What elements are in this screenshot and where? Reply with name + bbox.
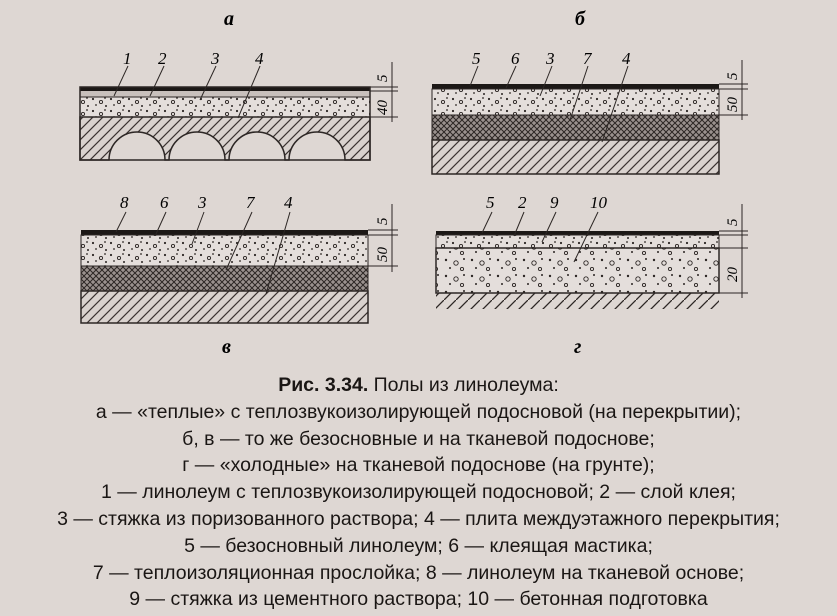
caption-line-bv: б, в — то же безосновные и на тканевой подоснове; — [182, 427, 655, 450]
callout-b-6: 6 — [511, 49, 520, 68]
dim-g-screed: 20 — [725, 267, 741, 282]
callout-b-4: 4 — [622, 49, 631, 68]
layer-insulation-v — [81, 266, 368, 291]
callout-a-3: 3 — [211, 49, 220, 68]
callout-g-5: 5 — [486, 193, 495, 212]
dim-b-screed: 50 — [725, 97, 741, 112]
panel-label-g: г — [574, 336, 582, 358]
callout-v-8: 8 — [120, 193, 129, 212]
panel-label-a: а — [224, 8, 234, 30]
panel-v — [81, 193, 398, 358]
panel-b — [432, 8, 748, 174]
caption-fig-number: Рис. 3.34. — [278, 374, 369, 396]
layer-linoleum-b — [432, 84, 719, 89]
ground-g — [436, 293, 719, 309]
caption-title-text: Полы из линолеума: — [368, 374, 559, 396]
caption-legend-5-6: 5 — безосновный линолеум; 6 — клеящая мастика; — [184, 534, 653, 557]
dim-b-top: 5 — [725, 72, 741, 80]
figure-caption — [0, 372, 837, 613]
dim-g-top: 5 — [725, 218, 741, 226]
dim-v-screed: 50 — [375, 247, 391, 262]
layer-insulation-b — [432, 115, 719, 140]
layer-screed-a — [80, 97, 370, 117]
callout-g-2: 2 — [518, 193, 527, 212]
layer-linoleum-g — [436, 231, 719, 235]
caption-legend-3-4: 3 — стяжка из поризованного раствора; 4 — плита междуэтажного перекрытия; — [57, 507, 780, 530]
caption-legend-9-10: 9 — стяжка из цементного раствора; 10 — бетонная подготовка — [129, 588, 708, 611]
caption-line-g: г — «холодные» на тканевой подоснове (на грунте); — [182, 454, 655, 477]
dim-v-top: 5 — [375, 217, 391, 225]
layer-slab-v — [81, 291, 368, 323]
layer-hollow-slab-a — [80, 117, 370, 160]
layer-screed-v — [81, 235, 368, 266]
caption-line-a: а — «теплые» с теплозвукоизолирующей подосновой (на перекрытии); — [95, 400, 742, 423]
callout-g-9: 9 — [550, 193, 559, 212]
callout-v-4: 4 — [284, 193, 293, 212]
callout-b-5: 5 — [472, 49, 481, 68]
caption-legend-7-8: 7 — теплоизоляционная прослойка; 8 — линолеум на тканевой основе; — [92, 561, 745, 584]
dim-a-screed: 40 — [375, 100, 391, 115]
panel-label-b: б — [575, 8, 585, 30]
layer-linoleum-v — [81, 230, 368, 235]
callout-v-3: 3 — [198, 193, 207, 212]
callout-a-4: 4 — [255, 49, 264, 68]
layer-slab-b — [432, 140, 719, 174]
layer-cement-screed-g — [436, 235, 719, 248]
dim-a-top: 5 — [375, 74, 391, 82]
caption-legend-1-2: 1 — линолеум с теплозвукоизолирующей подосновой; 2 — слой клея; — [101, 481, 736, 504]
panel-label-v: в — [222, 336, 231, 358]
callout-b-7: 7 — [583, 49, 592, 68]
panel-a — [80, 8, 398, 160]
callout-v-7: 7 — [246, 193, 255, 212]
callout-a-1: 1 — [123, 49, 132, 68]
layer-underlay-a — [80, 91, 370, 97]
callout-v-6: 6 — [160, 193, 169, 212]
panel-g — [436, 193, 748, 358]
callout-a-2: 2 — [158, 49, 167, 68]
caption-title — [0, 372, 837, 399]
callout-b-3: 3 — [546, 49, 555, 68]
callout-g-10: 10 — [590, 193, 607, 212]
